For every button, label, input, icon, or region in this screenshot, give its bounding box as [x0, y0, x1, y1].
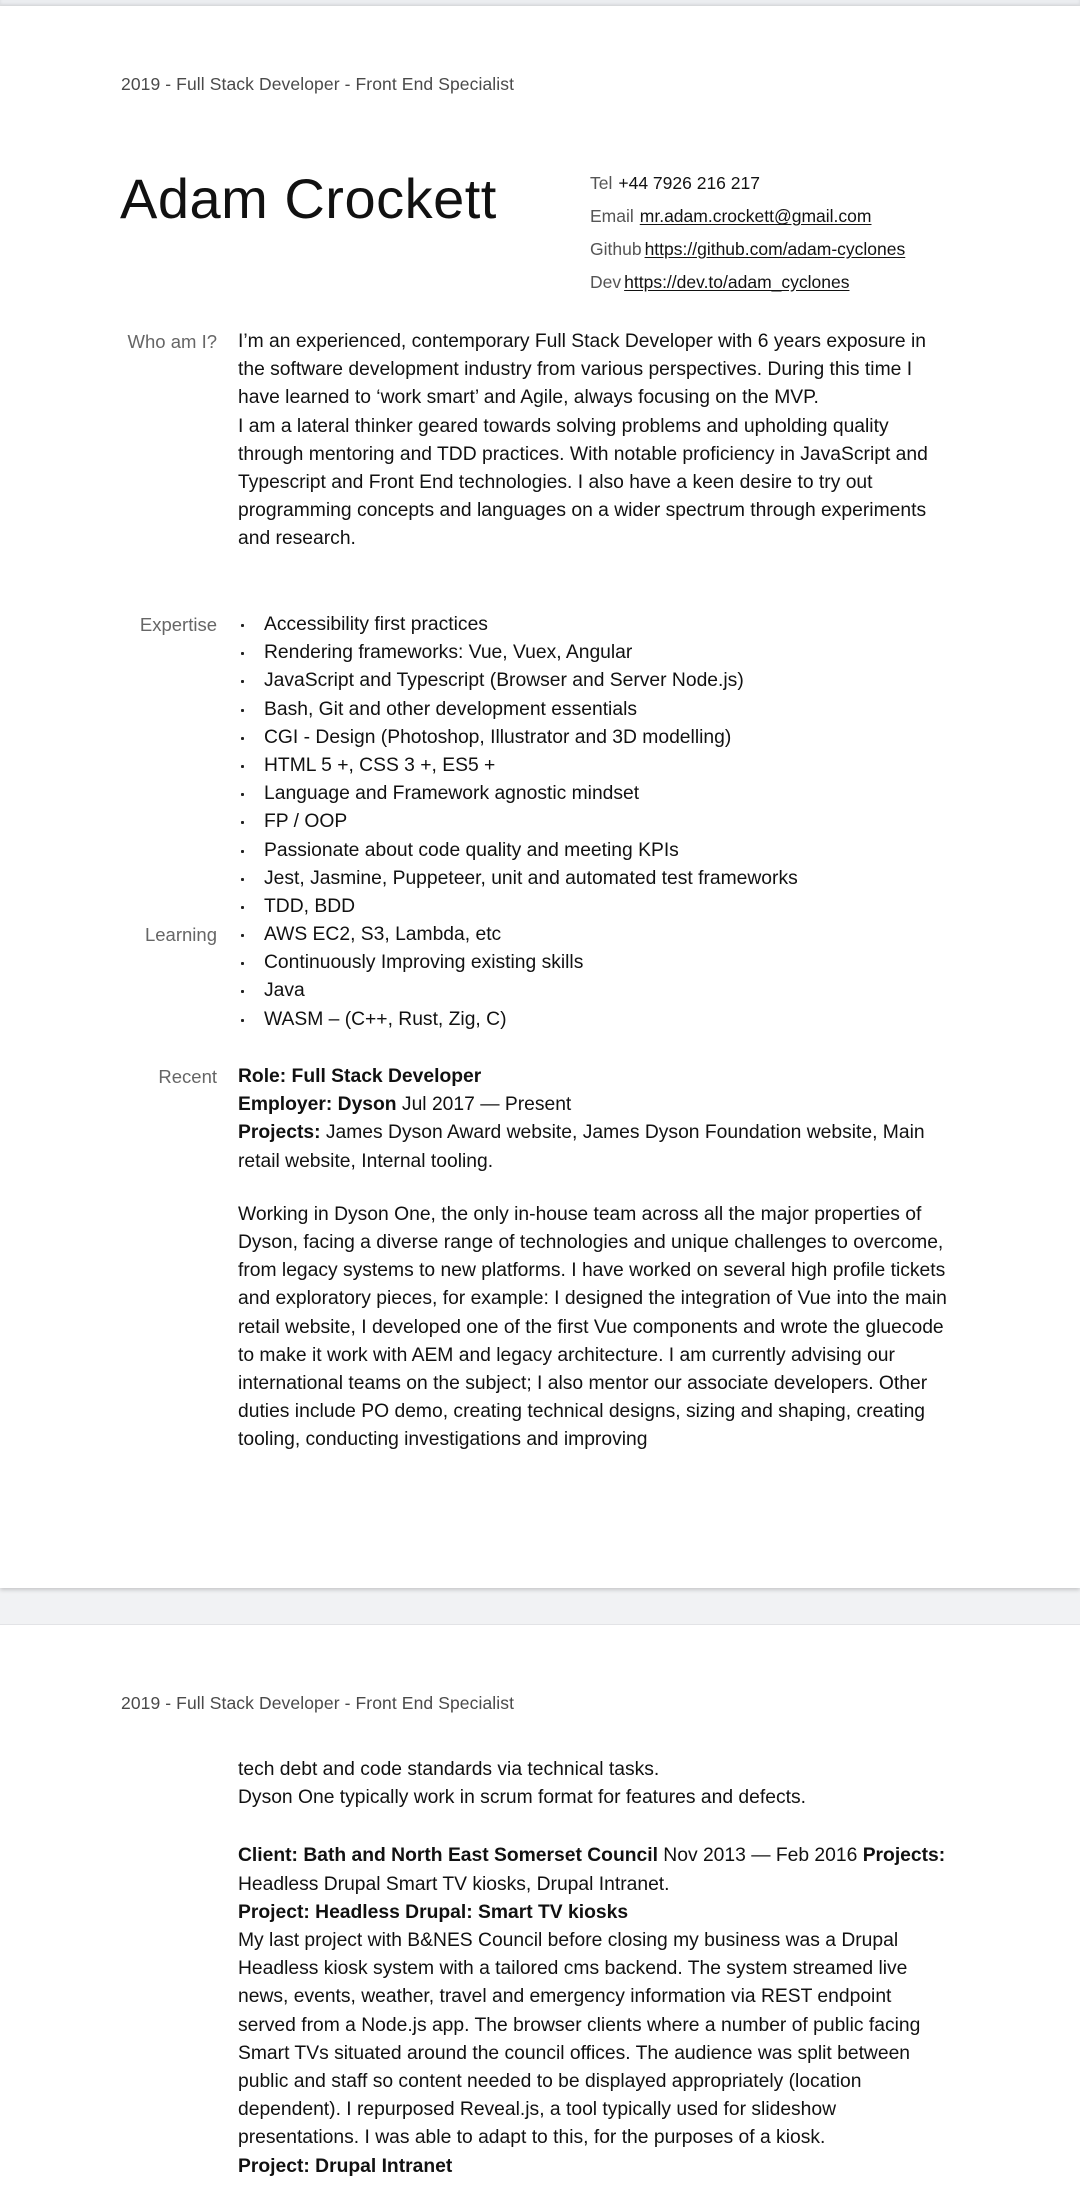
list-item: Bash, Git and other development essentials [238, 696, 948, 724]
contact-block [590, 172, 905, 304]
phone-number: +44 7926 216 217 [618, 173, 760, 193]
contact-label: Dev [590, 272, 622, 292]
section-body [238, 1063, 948, 1455]
employer-name: Employer: Dyson [238, 1094, 397, 1116]
project-description: My last project with B&NES Council before closing my business was a Drupal Headless kiosk system with a tailored cms backend. The system streamed live news, events, weather, travel and emergency information via REST endpoint served from a Node.js app. The browser clients where a number of public facing Smart TVs situated around the council offices. The audience was split between public and staff so content needed to be displayed appropriately (location dependent). I repurposed Reveal.js, a tool typically used for slideshow presentations. I was able to adapt to this, for the purposes of a kiosk. [238, 1930, 921, 2149]
project-title-text: Project: Headless Drupal: Smart TV kiosks [238, 1901, 629, 1923]
section-label: Expertise [139, 614, 217, 635]
list-item: Continuously Improving existing skills [238, 949, 948, 977]
section-body [238, 921, 948, 1034]
projects-text: Headless Drupal Smart TV kiosks, Drupal Intranet. [238, 1873, 670, 1895]
resume-page-1 [0, 6, 1080, 1588]
project-title [238, 2153, 948, 2181]
contact-tel [590, 172, 905, 205]
projects-line [238, 1119, 948, 1175]
list-item: TDD, BDD [238, 893, 948, 921]
role-title: Role: Full Stack Developer [238, 1066, 482, 1087]
candidate-name: Adam Crockett [120, 167, 497, 230]
client-dates: Nov 2013 — Feb 2016 [657, 1845, 863, 1867]
learning-list [238, 921, 948, 1034]
list-item: Rendering frameworks: Vue, Vuex, Angular [238, 639, 948, 667]
list-item: Passionate about code quality and meeting KPIs [238, 837, 948, 865]
list-item: Java [238, 977, 948, 1005]
resume-page-2 [0, 1624, 1080, 2185]
employer-line [238, 1091, 948, 1119]
projects-label: Projects: [238, 1122, 321, 1144]
list-item: HTML 5 +, CSS 3 +, ES5 + [238, 752, 948, 780]
list-item: Jest, Jasmine, Puppeteer, unit and automated test frameworks [238, 865, 948, 893]
contact-label: Tel [590, 173, 613, 193]
list-item: Language and Framework agnostic mindset [238, 780, 948, 808]
projects-text: James Dyson Award website, James Dyson Foundation website, Main retail website, Internal tooling. [238, 1122, 925, 1172]
contact-label: Email [590, 206, 634, 226]
project-title-text: Project: Drupal Intranet [238, 2155, 453, 2177]
running-header: 2019 - Full Stack Developer - Front End Specialist [121, 1693, 515, 1713]
section-body [238, 1756, 948, 2181]
list-item: JavaScript and Typescript (Browser and Server Node.js) [238, 667, 948, 695]
section-label: Recent [158, 1066, 217, 1087]
role-description: Working in Dyson One, the only in-house team across all the major properties of Dyson, facing a diverse range of technologies and unique challenges to overcome, from legacy systems to new platforms. I have worked on several high profile tickets and exploratory pieces, for example: I designed the integration of Vue into the main retail website, I developed one of the first Vue components and wrote the gluecode to make it work with AEM and legacy architecture. I am currently advising our international teams on the subject; I also mentor our associate developers. Other duties include PO demo, creating technical designs, sizing and shaping, creating tooling, conducting investigations and improving [238, 1203, 947, 1451]
project-title [238, 1899, 948, 1927]
list-item: AWS EC2, S3, Lambda, etc [238, 921, 948, 949]
dev-link[interactable]: https://dev.to/adam_cyclones [624, 272, 850, 292]
role-line [238, 1063, 948, 1091]
contact-github [590, 238, 905, 271]
section-label: Who am I? [127, 331, 217, 352]
intro-paragraph: I’m an experienced, contemporary Full Stack Developer with 6 years exposure in the software development industry from various perspectives. During this time I have learned to ‘work smart’ and Agile, always focusing on the MVP. [238, 331, 927, 409]
list-item: WASM – (C++, Rust, Zig, C) [238, 1006, 948, 1034]
role-description-continued: tech debt and code standards via technical tasks. [238, 1759, 660, 1780]
expertise-list [238, 611, 948, 921]
contact-label: Github [590, 239, 642, 259]
section-label: Learning [144, 924, 217, 945]
contact-email [590, 205, 905, 238]
github-link[interactable]: https://github.com/adam-cyclones [644, 239, 906, 259]
intro-paragraph: I am a lateral thinker geared towards solving problems and upholding quality through mentoring and TDD practices. With notable proficiency in JavaScript and Typescript and Front End technologies. I also have a keen desire to try out programming concepts and languages on a wider spectrum through experiments and research. [238, 415, 928, 550]
section-body [238, 611, 948, 921]
employment-dates: Jul 2017 — Present [396, 1094, 572, 1116]
list-item: Accessibility first practices [238, 611, 948, 639]
projects-label: Projects: [862, 1845, 946, 1867]
section-body [238, 328, 948, 554]
running-header: 2019 - Full Stack Developer - Front End Specialist [121, 74, 515, 94]
list-item: CGI - Design (Photoshop, Illustrator and 3D modelling) [238, 724, 948, 752]
email-link[interactable]: mr.adam.crockett@gmail.com [639, 206, 872, 226]
client-name: Client: Bath and North East Somerset Council [238, 1845, 658, 1867]
contact-dev [590, 271, 905, 304]
scrum-note: Dyson One typically work in scrum format for features and defects. [238, 1787, 806, 1809]
client-line [238, 1842, 948, 1898]
list-item: FP / OOP [238, 808, 948, 836]
